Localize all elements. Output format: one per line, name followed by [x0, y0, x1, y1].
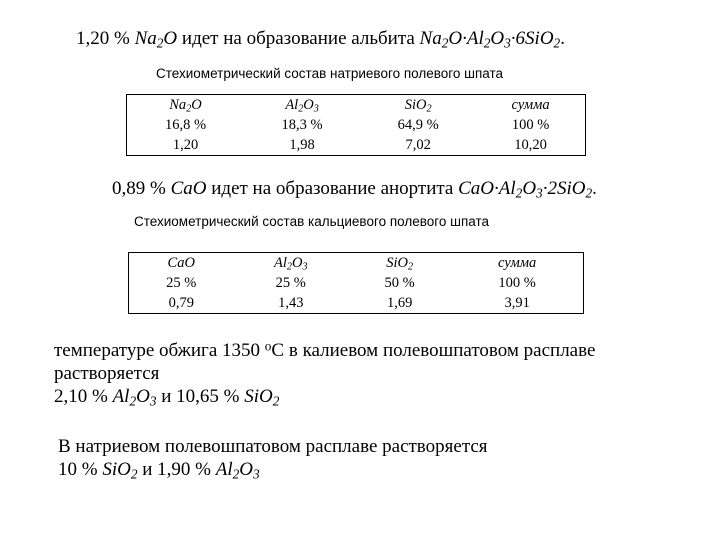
- oxide-cao: CaO: [170, 178, 207, 199]
- formula-al2o3: $Al_2O_3$: [215, 459, 260, 482]
- percent-text: 1,20 %: [76, 28, 135, 49]
- table-row: [127, 115, 586, 135]
- table-cell: 3,91: [451, 293, 583, 314]
- table-cell: 18,3 %: [281, 117, 323, 133]
- header-al2o3: $Al_2O_3$: [244, 95, 360, 116]
- anorthite-formula: $CaO\cdot Al_2O_3\cdot 2SiO_2$: [458, 178, 593, 201]
- sodium-line-2: 10 % SiO$_2$ и 1,90 % $Al_2O_3$: [58, 459, 260, 482]
- table-cell: 64,9 %: [397, 117, 439, 133]
- header-sum: сумма: [451, 253, 583, 274]
- header-cao: CaO: [129, 253, 234, 274]
- table-cell: 25 %: [166, 275, 197, 291]
- table-cell: 100 %: [498, 275, 536, 291]
- table-cell: 1,69: [348, 293, 451, 314]
- percent-text: 0,89 %: [112, 178, 171, 199]
- intro-text: идет на образование альбита: [177, 28, 420, 49]
- header-al2o3: $Al_2O_3$: [234, 253, 349, 274]
- intro-text: идет на образование анортита: [206, 178, 459, 199]
- table-row: [129, 293, 584, 314]
- table-cell: 1,98: [244, 135, 360, 156]
- albite-table-caption: Стехиометрический состав натриевого полевого шпата: [156, 66, 504, 81]
- table-row: [129, 273, 584, 293]
- table-cell: 1,43: [234, 293, 349, 314]
- potassium-line-2: растворяется: [54, 363, 160, 384]
- albite-intro: 1,20 % $Na_2O$ идет на образование альбита $Na_2O\cdot Al_2O_3\cdot 6SiO_2$.: [76, 28, 565, 51]
- table-cell: 16,8 %: [164, 117, 207, 133]
- header-sio2: SiO$_2$: [348, 253, 451, 274]
- table-cell: 1,20: [127, 135, 245, 156]
- formula-al2o3: $Al_2O_3$: [112, 386, 157, 409]
- anorthite-composition-table: [128, 252, 584, 314]
- table-header-row: [127, 95, 586, 116]
- potassium-line-1: температуре обжига 1350 $^о$С в калиевом полевошпатовом расплаве: [54, 338, 596, 361]
- formula-sio2: SiO$_2$: [102, 459, 138, 482]
- table-cell: 10,20: [476, 135, 585, 156]
- header-sum: сумма: [476, 95, 585, 116]
- table-cell: 100 %: [511, 117, 550, 133]
- anorthite-table-caption: Стехиометрический состав кальциевого полевого шпата: [134, 214, 490, 229]
- sodium-line-1: В натриевом полевошпатовом расплаве растворяется: [58, 436, 488, 457]
- table-cell: 7,02: [360, 135, 476, 156]
- table-row: [127, 135, 586, 156]
- albite-composition-table: [126, 94, 586, 156]
- oxide-na2o: $Na_2O$: [134, 28, 178, 51]
- table-cell: 0,79: [129, 293, 234, 314]
- formula-sio2: SiO$_2$: [244, 386, 280, 409]
- table-header-row: [129, 253, 584, 274]
- potassium-line-3: 2,10 % $Al_2O_3$ и 10,65 % SiO$_2$: [54, 386, 280, 409]
- table-cell: 25 %: [275, 275, 306, 291]
- albite-formula: $Na_2O\cdot Al_2O_3\cdot 6SiO_2$: [419, 28, 561, 51]
- table-cell: 50 %: [384, 275, 415, 291]
- header-na2o: $Na_2O$: [127, 95, 245, 116]
- header-sio2: SiO$_2$: [360, 95, 476, 116]
- anorthite-intro: 0,89 % CaO идет на образование анортита $CaO\cdot Al_2O_3\cdot 2SiO_2$.: [112, 178, 597, 201]
